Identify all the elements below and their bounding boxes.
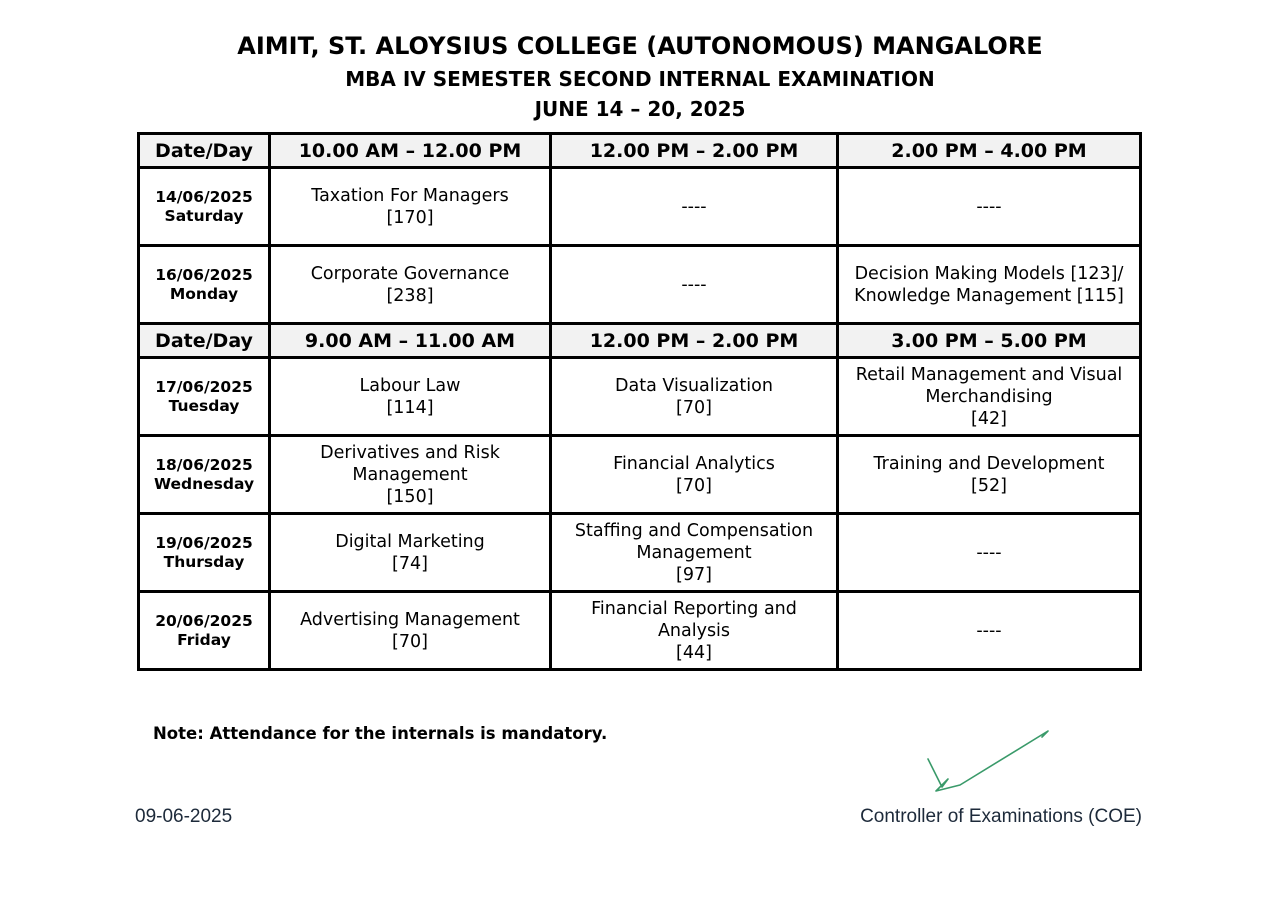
subject-cell bbox=[271, 359, 549, 434]
date-cell bbox=[140, 593, 268, 668]
exam-date: 17/06/2025 bbox=[155, 377, 253, 396]
date-cell bbox=[140, 359, 268, 434]
table-row bbox=[140, 247, 1139, 322]
table-row bbox=[140, 515, 1139, 590]
empty-slot: ---- bbox=[681, 274, 707, 295]
subject-name: Decision Making Models [123]/ bbox=[854, 263, 1124, 284]
institution-title: AIMIT, ST. ALOYSIUS COLLEGE (AUTONOMOUS) MANGALORE bbox=[237, 32, 1043, 60]
subject-cell bbox=[552, 437, 836, 512]
subject-name: Staffing and Compensation bbox=[574, 520, 814, 541]
table-row bbox=[140, 593, 1139, 668]
subject-name: Financial Analytics bbox=[613, 453, 775, 474]
subject-name: Knowledge Management [115] bbox=[854, 285, 1124, 306]
student-count: [70] bbox=[392, 631, 428, 652]
student-count: [42] bbox=[971, 408, 1007, 429]
subject-name: Training and Development bbox=[873, 453, 1105, 474]
subject-cell bbox=[552, 247, 836, 322]
student-count: [70] bbox=[676, 475, 712, 496]
signature-stroke bbox=[928, 731, 1048, 791]
exam-day: Thursday bbox=[163, 552, 245, 571]
student-count: [74] bbox=[392, 553, 428, 574]
student-count: [70] bbox=[676, 397, 712, 418]
exam-date: 16/06/2025 bbox=[155, 265, 253, 284]
subject-name: Retail Management and Visual bbox=[855, 364, 1123, 385]
issue-date: 09-06-2025 bbox=[135, 806, 233, 827]
table-row bbox=[140, 359, 1139, 434]
subject-name: Merchandising bbox=[925, 386, 1053, 407]
subject-cell bbox=[271, 247, 549, 322]
date-cell bbox=[140, 437, 268, 512]
subject-cell bbox=[552, 593, 836, 668]
subject-name: Analysis bbox=[657, 620, 731, 641]
student-count: [97] bbox=[676, 564, 712, 585]
exam-date: 14/06/2025 bbox=[155, 187, 253, 206]
subject-name: Derivatives and Risk bbox=[320, 442, 500, 463]
attendance-note: Note: Attendance for the internals is mandatory. bbox=[153, 724, 608, 743]
subject-cell bbox=[552, 515, 836, 590]
student-count: [44] bbox=[676, 642, 712, 663]
student-count: [114] bbox=[386, 397, 434, 418]
header-cell: Date/Day bbox=[140, 135, 268, 166]
date-cell bbox=[140, 169, 268, 244]
subject-cell bbox=[271, 437, 549, 512]
student-count: [170] bbox=[386, 207, 434, 228]
subject-cell bbox=[271, 169, 549, 244]
subject-cell bbox=[271, 515, 549, 590]
student-count: [150] bbox=[386, 486, 434, 507]
header-cell: 12.00 PM – 2.00 PM bbox=[552, 135, 836, 166]
timetable bbox=[137, 132, 1142, 671]
header-cell: 12.00 PM – 2.00 PM bbox=[552, 325, 836, 356]
empty-slot: ---- bbox=[976, 620, 1002, 641]
timetable-header-row bbox=[140, 325, 1139, 356]
subject-cell bbox=[552, 169, 836, 244]
exam-title: MBA IV SEMESTER SECOND INTERNAL EXAMINATION bbox=[345, 67, 935, 91]
subject-name: Labour Law bbox=[359, 375, 461, 396]
exam-day: Monday bbox=[169, 284, 239, 303]
subject-cell bbox=[552, 359, 836, 434]
subject-name: Corporate Governance bbox=[310, 263, 510, 284]
exam-day: Saturday bbox=[164, 206, 244, 225]
exam-date: 20/06/2025 bbox=[155, 611, 253, 630]
exam-day: Friday bbox=[177, 630, 231, 649]
empty-slot: ---- bbox=[681, 196, 707, 217]
subject-name: Digital Marketing bbox=[335, 531, 485, 552]
subject-cell bbox=[839, 437, 1139, 512]
exam-day: Tuesday bbox=[168, 396, 240, 415]
subject-name: Taxation For Managers bbox=[311, 185, 509, 206]
table-row bbox=[140, 169, 1139, 244]
header-cell: 9.00 AM – 11.00 AM bbox=[271, 325, 549, 356]
subject-cell bbox=[839, 169, 1139, 244]
student-count: [238] bbox=[386, 285, 434, 306]
subject-cell bbox=[271, 593, 549, 668]
subject-cell bbox=[839, 593, 1139, 668]
signatory-title: Controller of Examinations (COE) bbox=[860, 806, 1142, 827]
empty-slot: ---- bbox=[976, 542, 1002, 563]
date-cell bbox=[140, 515, 268, 590]
header-cell: 3.00 PM – 5.00 PM bbox=[839, 325, 1139, 356]
table-row bbox=[140, 437, 1139, 512]
exam-date: 19/06/2025 bbox=[155, 533, 253, 552]
subject-name: Data Visualization bbox=[615, 375, 773, 396]
subject-name: Management bbox=[636, 542, 752, 563]
date-cell bbox=[140, 247, 268, 322]
subject-name: Financial Reporting and bbox=[591, 598, 797, 619]
header-cell: 10.00 AM – 12.00 PM bbox=[271, 135, 549, 166]
timetable-header-row bbox=[140, 135, 1139, 166]
subject-name: Management bbox=[352, 464, 468, 485]
subject-name: Advertising Management bbox=[300, 609, 520, 630]
exam-dates: JUNE 14 – 20, 2025 bbox=[534, 97, 746, 121]
header-cell: 2.00 PM – 4.00 PM bbox=[839, 135, 1139, 166]
exam-day: Wednesday bbox=[153, 474, 255, 493]
subject-cell bbox=[839, 359, 1139, 434]
signature-icon bbox=[920, 725, 1060, 800]
subject-cell bbox=[839, 515, 1139, 590]
subject-cell bbox=[839, 247, 1139, 322]
empty-slot: ---- bbox=[976, 196, 1002, 217]
header-cell: Date/Day bbox=[140, 325, 268, 356]
exam-date: 18/06/2025 bbox=[155, 455, 253, 474]
student-count: [52] bbox=[971, 475, 1007, 496]
